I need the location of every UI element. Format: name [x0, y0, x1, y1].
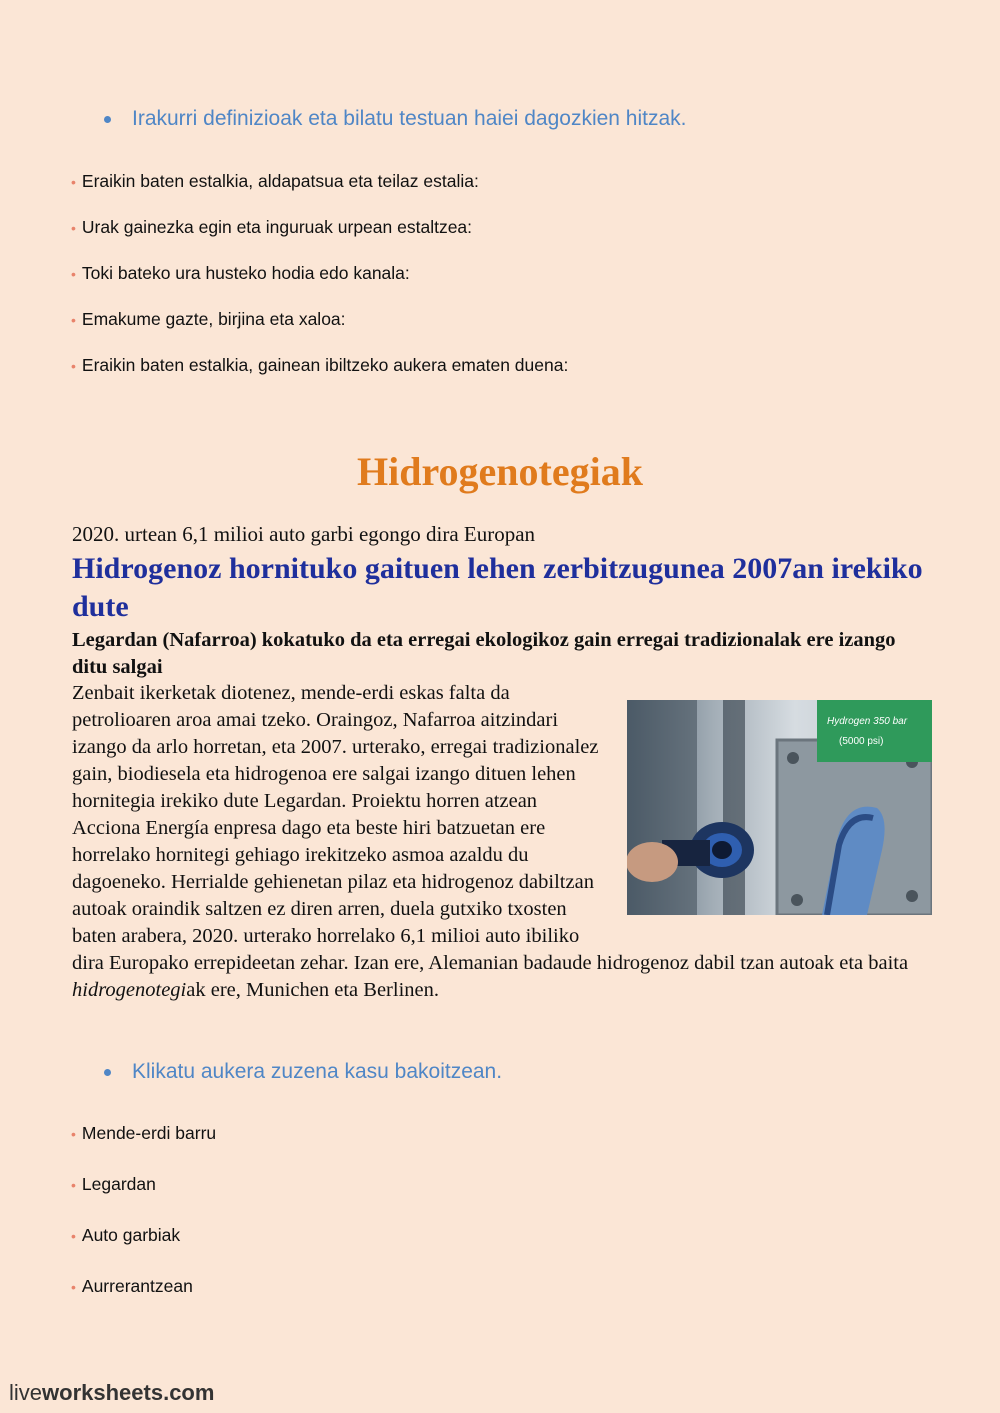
article-body-main: Zenbait ikerketak diotenez, mende-erdi eskas falta da petrolioaren aroa amai tzeko. Oraingoz, Nafarroa aitzindari izango da arlo horretan, eta 2007. urterako, erregai tradizionalez gain, biodiesela eta hidrogenoa ere salgai izango dituen lehen hornitegia irekiko dute Legardan. Proiektu horren atzean Acciona Energía enpresa dago eta beste hiri batzuetan ere horrelako hornitegi gehiago irekitzeko asmoa azaldu du dagoeneko. Herrialde gehienetan pilaz eta hidrogenoz dabiltzan autoak oraindik saltzen ez diren arren, duela gutxiko txosten baten arabera, 2020. urterako horrelako 6,1 milioi auto ibiliko dira Europako errepideetan zehar. Izan ere, Alemanian badaude hidrogenoz dabil tzan autoak eta baita — [72, 682, 909, 974]
bullet-icon: • — [71, 1176, 76, 1193]
bullet-icon: • — [71, 219, 76, 236]
definition-item — [71, 217, 472, 238]
instruction-2 — [104, 1060, 502, 1084]
answer-text[interactable]: Mende-erdi barru — [81, 1123, 217, 1143]
photo-label-line1: Hydrogen 350 bar — [827, 716, 908, 727]
hydrogen-pump-illustration — [627, 700, 932, 915]
definition-text: Eraikin baten estalkia, aldapatsua eta teilaz estalia: — [81, 171, 479, 191]
article-body-italic: hidrogenotegi — [72, 979, 187, 1001]
brand-bold: worksheets — [42, 1380, 164, 1405]
article-title: Hidrogenotegiak — [357, 449, 643, 494]
bullet-icon — [104, 116, 111, 123]
article-headline: Hidrogenoz hornituko gaituen lehen zerbitzugunea 2007an irekiko dute — [72, 552, 923, 623]
liveworksheets-logo[interactable] — [9, 1380, 214, 1406]
definition-text: Toki bateko ura husteko hodia edo kanala: — [81, 263, 410, 283]
article-body — [72, 680, 932, 1004]
definition-item — [71, 263, 410, 284]
brand-light: live — [9, 1380, 43, 1405]
instruction-2-text: Klikatu aukera zuzena kasu bakoitzean. — [132, 1060, 503, 1083]
hydrogen-pump-photo — [627, 700, 932, 915]
answer-option[interactable] — [71, 1123, 216, 1144]
instruction-1 — [104, 107, 687, 131]
definition-item — [71, 171, 479, 192]
photo-label-line2: (5000 psi) — [839, 736, 884, 747]
brand-suffix: .com — [163, 1380, 215, 1405]
article-lead: 2020. urtean 6,1 milioi auto garbi egongo dira Europan — [72, 522, 536, 546]
bullet-icon: • — [71, 1278, 76, 1295]
answer-text[interactable]: Aurrerantzean — [81, 1276, 193, 1296]
definition-item — [71, 355, 568, 376]
answer-option[interactable] — [71, 1225, 180, 1246]
answer-text[interactable]: Legardan — [81, 1174, 156, 1194]
instruction-1-text: Irakurri definizioak eta bilatu testuan haiei dagozkien hitzak. — [132, 107, 687, 130]
bullet-icon — [104, 1069, 111, 1076]
definition-text: Eraikin baten estalkia, gainean ibiltzeko aukera ematen duena: — [81, 355, 569, 375]
article-body-end: ak ere, Munichen eta Berlinen. — [186, 979, 439, 1001]
definition-text: Emakume gazte, birjina eta xaloa: — [81, 309, 346, 329]
definition-item — [71, 309, 346, 330]
bullet-icon: • — [71, 311, 76, 328]
bullet-icon: • — [71, 357, 76, 374]
answer-option[interactable] — [71, 1174, 156, 1195]
article-subhead: Legardan (Nafarroa) kokatuko da eta erregai ekologikoz gain erregai tradizionalak ere izango ditu salgai — [72, 629, 896, 678]
definition-text: Urak gainezka egin eta inguruak urpean estaltzea: — [81, 217, 473, 237]
answer-option[interactable] — [71, 1276, 193, 1297]
bullet-icon: • — [71, 173, 76, 190]
answer-text[interactable]: Auto garbiak — [81, 1225, 181, 1245]
bullet-icon: • — [71, 265, 76, 282]
bullet-icon: • — [71, 1125, 76, 1142]
bullet-icon: • — [71, 1227, 76, 1244]
